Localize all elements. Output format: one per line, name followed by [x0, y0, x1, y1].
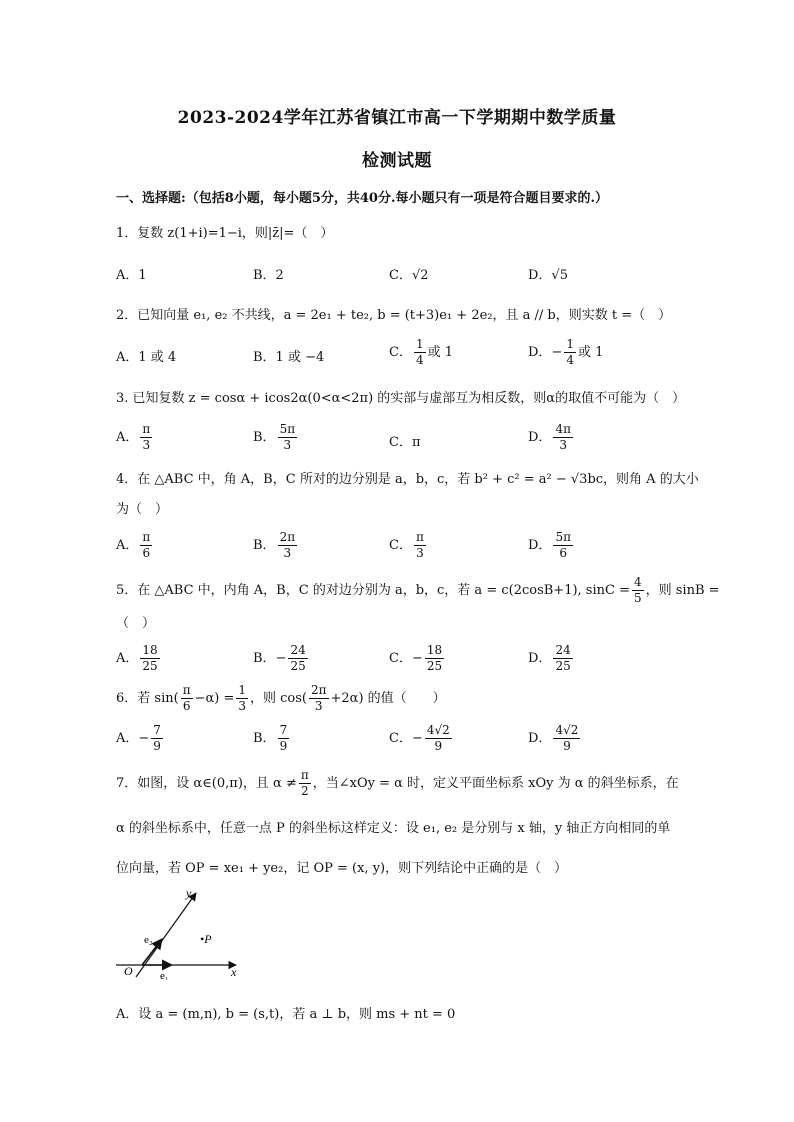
q4-d-numerator: 5π: [555, 530, 571, 544]
question-5-stem-line2: （ ）: [116, 616, 156, 631]
section-heading: 一、选择题:（包括8小题，每小题5分，共40分.每小题只有一项是符合题目要求的.）: [116, 191, 609, 206]
q6-part1: 6．若 sin(: [116, 691, 179, 706]
q6-frac3: [309, 683, 329, 714]
q4-a-denominator: 6: [142, 546, 151, 560]
q5-a-denominator: 25: [142, 659, 158, 673]
q6-c-label: C．: [389, 731, 412, 746]
q3-option-a: [116, 422, 154, 453]
q2-option-a: A．1 或 4: [116, 350, 177, 365]
q5-option-a: [116, 643, 162, 674]
q4-b-label: B．: [253, 538, 276, 553]
q4-option-a: [116, 530, 154, 561]
q5-sinc-fraction: [632, 575, 644, 606]
e2-label: e₂: [144, 934, 153, 946]
q4-b-denominator: 3: [283, 546, 292, 560]
q3-a-denominator: 3: [142, 438, 151, 452]
q4-c-fraction: [414, 530, 426, 561]
q6-c-numerator: 4√2: [426, 723, 450, 737]
q3-d-denominator: 3: [559, 438, 568, 452]
q3-a-label: A．: [116, 430, 139, 445]
q6-b-fraction: [278, 723, 290, 754]
q6-option-b: [253, 723, 291, 754]
x-axis-label: x: [231, 965, 237, 979]
q1-option-c: C．√2: [389, 268, 429, 283]
q5-a-numerator: 18: [142, 643, 158, 657]
y-axis-label: y: [186, 886, 192, 900]
q5-option-b: [253, 643, 310, 674]
q6-a-numerator: 7: [153, 723, 161, 737]
q5-c-fraction: [425, 643, 444, 674]
question-4-stem-line1: 4．在 △ABC 中，角 A，B，C 所对的边分别是 a，b，c，若 b² + c² = a² − √3bc，则角 A 的大小: [116, 472, 699, 487]
q2-d-sign: −: [551, 345, 563, 360]
q2-option-c-label: C．: [389, 345, 412, 360]
q6-frac2-num: 1: [238, 683, 246, 697]
q5-c-label: C．: [389, 651, 412, 666]
q5-d-fraction: [553, 643, 572, 674]
q6-d-denominator: 9: [563, 739, 571, 753]
q4-a-label: A．: [116, 538, 139, 553]
q2-option-b: B．1 或 −4: [253, 350, 325, 365]
q5-d-numerator: 24: [555, 643, 571, 657]
q5-option-d: [528, 643, 575, 674]
q7-part1: 7．如图，设 α∈(0,π)，且 α ≠: [116, 776, 297, 791]
q3-b-numerator: 5π: [279, 422, 296, 436]
q5-c-denominator: 25: [426, 659, 443, 673]
q4-d-fraction: [553, 530, 573, 561]
q6-frac3-num: 2π: [310, 683, 327, 697]
page-title-line1: 2023-2024学年江苏省镇江市高一下学期期中数学质量: [177, 108, 617, 128]
q6-part3: ，则 cos(: [250, 691, 307, 706]
q5-b-label: B．: [253, 651, 276, 666]
e1-label: e₁: [160, 970, 169, 980]
q5-stem-part1: 5．在 △ABC 中，内角 A，B，C 的对边分别为 a，b，c，若 a = c(2cosB+1), sinC =: [116, 583, 630, 598]
q4-a-fraction: [140, 530, 152, 561]
q3-option-c: [389, 431, 421, 450]
q6-option-a: [116, 723, 165, 754]
q2-option-d-label: D．: [528, 345, 552, 360]
q5-sinc-numerator: 4: [633, 575, 642, 589]
question-1-stem: 1．复数 z(1+i)=1−i，则|z̄|=（ ）: [116, 226, 334, 241]
q5-a-label: A．: [116, 651, 139, 666]
q7-frac: [299, 768, 311, 799]
page-title-line2: 检测试题: [362, 151, 432, 171]
q6-c-fraction: [425, 723, 452, 754]
q3-c-value: π: [411, 435, 421, 450]
q6-a-fraction: [151, 723, 163, 754]
q4-d-denominator: 6: [559, 546, 568, 560]
q6-b-denominator: 9: [279, 739, 288, 753]
q3-d-label: D．: [528, 430, 552, 445]
question-5-stem-line1: [116, 575, 720, 606]
question-7-line3: 位向量，若 OP = xe₁ + ye₂，记 OP = (x, y)，则下列结论中正确的是（ ）: [116, 861, 568, 876]
q2-d-denominator: 4: [566, 353, 574, 367]
q7-frac-den: 2: [300, 784, 309, 798]
q6-b-numerator: 7: [279, 723, 288, 737]
q6-frac2-den: 3: [238, 699, 246, 713]
q6-c-denominator: 9: [434, 739, 443, 753]
point-p-label: •P: [200, 932, 212, 946]
q2-option-d-fraction: [564, 337, 576, 368]
q4-c-label: C．: [389, 538, 412, 553]
q6-a-label: A．: [116, 731, 139, 746]
q4-c-numerator: π: [415, 530, 424, 544]
q6-option-c: [389, 723, 454, 754]
q6-part2: −α) =: [194, 691, 235, 706]
q5-b-numerator: 24: [290, 643, 306, 657]
q5-b-fraction: [288, 643, 307, 674]
q5-a-fraction: [140, 643, 159, 674]
q2-d-numerator: 1: [566, 337, 574, 351]
q1-option-d: D．√5: [528, 268, 568, 283]
q6-d-label: D．: [528, 731, 552, 746]
q5-b-sign: −: [275, 651, 287, 666]
q6-frac2: [236, 683, 248, 714]
q4-option-b: [253, 530, 299, 561]
q3-d-fraction: [553, 422, 573, 453]
q3-option-d: [528, 422, 575, 453]
q6-option-d: [528, 723, 582, 754]
q2-option-d: [528, 337, 603, 368]
q3-b-label: B．: [253, 430, 276, 445]
q6-a-denominator: 9: [153, 739, 161, 753]
q5-stem-part2: ，则 sinB =: [645, 583, 720, 598]
q4-c-denominator: 3: [416, 546, 424, 560]
q6-frac1: [181, 683, 193, 714]
q3-b-fraction: [278, 422, 298, 453]
q7-option-a: A．设 a = (m,n), b = (s,t)，若 a ⊥ b，则 ms + nt = 0: [116, 1007, 456, 1022]
q1-option-b: B．2: [253, 268, 284, 283]
q6-d-numerator: 4√2: [555, 723, 579, 737]
oblique-axis-figure: [114, 885, 254, 980]
origin-label: O: [124, 964, 133, 978]
q2-option-c: [389, 337, 453, 368]
q6-frac1-num: π: [182, 683, 191, 697]
q2-c-tail: 或 1: [427, 345, 453, 360]
q6-a-sign: −: [138, 731, 150, 746]
q7-part2: ，当∠xOy = α 时，定义平面坐标系 xOy 为 α 的斜坐标系，在: [312, 776, 679, 791]
q3-b-denominator: 3: [283, 438, 292, 452]
q6-part4: +2α) 的值（ ）: [330, 691, 446, 706]
q4-option-d: [528, 530, 575, 561]
q5-option-c: [389, 643, 446, 674]
q5-d-denominator: 25: [555, 659, 571, 673]
q6-b-label: B．: [253, 731, 276, 746]
q4-option-c: [389, 530, 428, 561]
q5-d-label: D．: [528, 651, 552, 666]
q2-c-numerator: 1: [415, 337, 424, 351]
question-3-stem: 3. 已知复数 z = cosα + icos2α(0<α<2π) 的实部与虚部互为相反数，则α的取值不可能为（ ）: [116, 391, 686, 406]
q2-c-denominator: 4: [415, 353, 424, 367]
question-4-stem-line2: 为（ ）: [116, 502, 169, 517]
q2-d-tail: 或 1: [577, 345, 604, 360]
question-2-stem: 2．已知向量 e₁, e₂ 不共线，a = 2e₁ + te₂, b = (t+3)e₁ + 2e₂，且 a // b，则实数 t =（ ）: [116, 308, 672, 323]
q3-option-b: [253, 422, 299, 453]
q6-d-fraction: [553, 723, 580, 754]
q2-option-c-fraction: [414, 337, 426, 368]
q5-c-sign: −: [411, 651, 423, 666]
q4-d-label: D．: [528, 538, 552, 553]
question-6-stem: [116, 683, 446, 714]
q4-b-fraction: [278, 530, 298, 561]
q4-a-numerator: π: [142, 530, 151, 544]
q1-option-a: A．1: [116, 268, 147, 283]
q3-d-numerator: 4π: [555, 422, 571, 436]
q4-b-numerator: 2π: [279, 530, 296, 544]
q5-sinc-denominator: 5: [633, 591, 642, 605]
question-7-line1: [116, 768, 679, 799]
q3-c-label: C．: [389, 435, 412, 450]
q5-c-numerator: 18: [426, 643, 443, 657]
q6-c-sign: −: [411, 731, 423, 746]
q6-frac3-den: 3: [314, 699, 323, 713]
question-7-line2: α 的斜坐标系中，任意一点 P 的斜坐标这样定义：设 e₁, e₂ 是分别与 x 轴，y 轴正方向相同的单: [116, 821, 671, 836]
q3-a-numerator: π: [142, 422, 151, 436]
q6-frac1-den: 6: [182, 699, 191, 713]
q7-frac-num: π: [300, 768, 309, 782]
q3-a-fraction: [140, 422, 152, 453]
q5-b-denominator: 25: [290, 659, 306, 673]
